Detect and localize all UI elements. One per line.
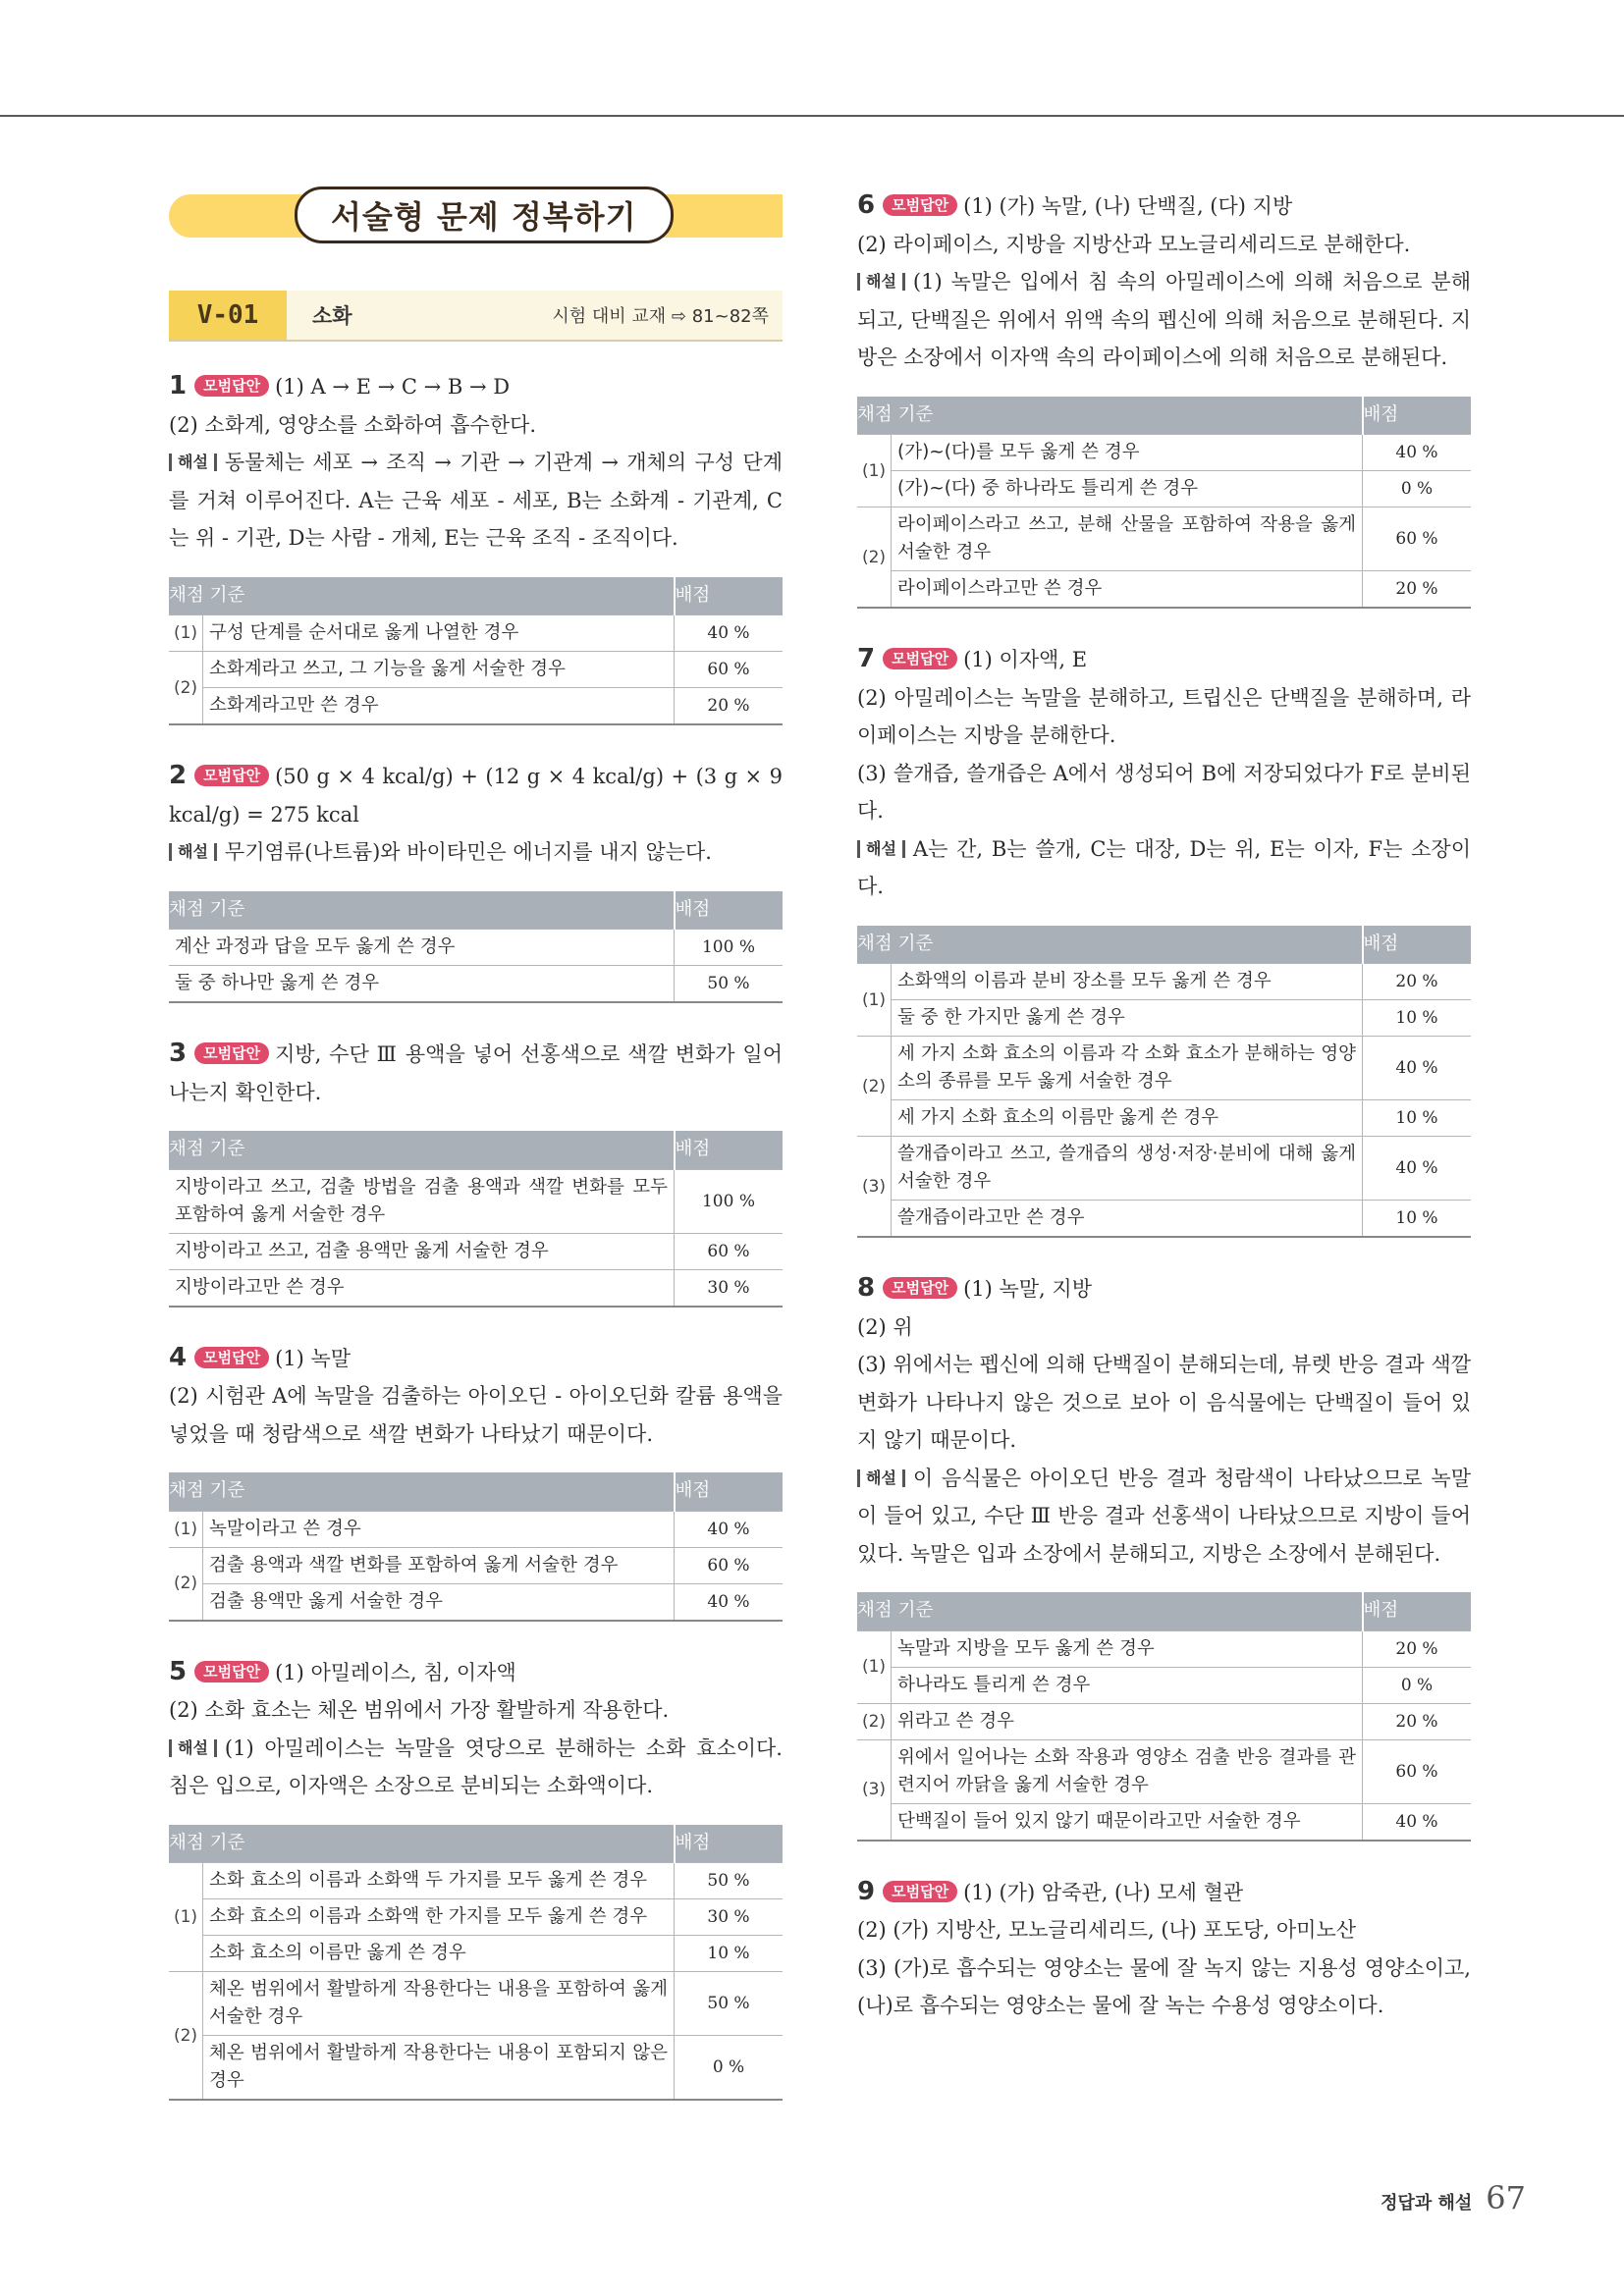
sub-question-index: (2) [857,507,892,609]
criteria-text: (가)~(다) 중 하나라도 틀리게 쓴 경우 [892,471,1363,507]
model-answer-tag: 모범답안 [883,648,957,669]
grading-row [169,688,783,725]
criteria-text: 지방이라고 쓰고, 검출 방법을 검출 용액과 색깔 변화를 모두 포함하여 옳게 서술한 경우 [169,1169,675,1233]
points-header: 배점 [675,891,784,930]
answer-line [857,1269,1471,1308]
grading-row [169,1899,783,1936]
points-value: 50 % [675,966,784,1003]
criteria-header: 채점 기준 [857,1592,1363,1630]
top-rule [0,115,1624,117]
grading-header-row [857,1592,1471,1630]
page-footer [1380,2179,1526,2216]
criteria-text: 둘 중 한 가지만 옳게 쓴 경우 [892,1000,1363,1037]
answer-line: (3) (가)로 흡수되는 영양소는 물에 잘 녹지 않는 지용성 영양소이고, (나)로 흡수되는 영양소는 물에 잘 녹는 수용성 영양소이다. [857,1955,1471,2017]
points-value: 30 % [675,1899,784,1936]
grading-row [857,1630,1471,1667]
points-value: 10 % [1363,1201,1472,1238]
criteria-text: 체온 범위에서 활발하게 작용한다는 내용을 포함하여 옳게 서술한 경우 [203,1972,675,2036]
sub-question-index: (3) [857,1137,892,1238]
grading-row [169,1511,783,1547]
explanation-text: A는 간, B는 쓸개, C는 대장, D는 위, E는 이자, F는 소장이다. [857,836,1471,898]
explanation-line [169,1730,783,1805]
answer-text: (1) (가) 암죽관, (나) 모세 혈관 [963,1880,1244,1904]
points-header: 배점 [675,577,784,615]
banner-title: 서술형 문제 정복하기 [295,187,674,243]
points-value: 20 % [1363,571,1472,609]
criteria-text: 녹말과 지방을 모두 옳게 쓴 경우 [892,1630,1363,1667]
answer-line [169,1339,783,1378]
question-block [169,757,783,1003]
answer-text: (1) A → E → C → B → D [275,375,511,399]
question-number: 6 [857,190,876,220]
grading-header-row [169,1825,783,1863]
question-number: 4 [169,1342,188,1372]
answer-line: (2) 라이페이스, 지방을 지방산과 모노글리세리드로 분해한다. [857,232,1411,256]
explanation-tag: 해설 [169,843,217,861]
answer-text: (50 g × 4 kcal/g) + (12 g × 4 kcal/g) + (3 g × 9 kcal/g) = 275 kcal [169,765,783,827]
points-value: 40 % [1363,1803,1472,1841]
points-value: 60 % [675,652,784,688]
criteria-text: 소화액의 이름과 분비 장소를 모두 옳게 쓴 경우 [892,964,1363,1000]
question-block [169,367,783,725]
grading-table [169,1472,783,1622]
criteria-text: 계산 과정과 답을 모두 옳게 쓴 경우 [169,930,675,966]
grading-row [857,1803,1471,1841]
explanation-tag: 해설 [857,273,905,291]
answer-line [857,187,1471,226]
points-value: 10 % [675,1936,784,1972]
criteria-text: 라이페이스라고만 쓴 경우 [892,571,1363,609]
points-value: 60 % [1363,1739,1472,1803]
criteria-text: 체온 범위에서 활발하게 작용한다는 내용이 포함되지 않은 경우 [203,2036,675,2101]
grading-header-row [169,891,783,930]
explanation-tag: 해설 [169,1739,217,1757]
model-answer-tag: 모범답안 [883,1277,957,1299]
criteria-text: (가)~(다)를 모두 옳게 쓴 경우 [892,435,1363,471]
points-value: 0 % [675,2036,784,2101]
points-value: 50 % [675,1972,784,2036]
grading-table [857,397,1471,610]
model-answer-tag: 모범답안 [194,1347,269,1368]
criteria-text: 지방이라고만 쓴 경우 [169,1269,675,1307]
right-column [857,187,1471,2056]
question-number: 9 [857,1876,876,1906]
answer-line [857,1873,1471,1912]
answer-line [169,1035,783,1111]
answer-line: (3) 쓸개즙, 쓸개즙은 A에서 생성되어 B에 저장되었다가 F로 분비된다. [857,761,1471,823]
criteria-text: 소화계라고 쓰고, 그 기능을 옳게 서술한 경우 [203,652,675,688]
sub-question-index: (2) [857,1037,892,1137]
points-value: 40 % [1363,435,1472,471]
left-column [169,187,783,2132]
sub-question-index: (1) [169,1863,203,1972]
criteria-text: 소화계라고만 쓴 경우 [203,688,675,725]
answer-text: 지방, 수단 Ⅲ 용액을 넣어 선홍색으로 색깔 변화가 일어나는지 확인한다. [169,1042,783,1104]
grading-row [169,1233,783,1269]
criteria-header: 채점 기준 [857,926,1363,964]
grading-row [169,1269,783,1307]
points-header: 배점 [1363,1592,1472,1630]
explanation-line [169,833,783,872]
explanation-text: (1) 아밀레이스는 녹말을 엿당으로 분해하는 소화 효소이다. 침은 입으로, 이자액은 소장으로 분비되는 소화액이다. [169,1735,783,1797]
grading-table [169,1825,783,2102]
criteria-header: 채점 기준 [857,397,1363,435]
model-answer-tag: 모범답안 [883,194,957,216]
points-value: 100 % [675,930,784,966]
explanation-text: 동물체는 세포 → 조직 → 기관 → 기관계 → 개체의 구성 단계를 거쳐 이루어진다. A는 근육 세포 - 세포, B는 소화계 - 기관계, C는 위 - 기관, D는 사람 - 개체, E는 근육 조직 - 조직이다. [169,451,783,550]
answer-text: (1) 이자액, E [963,648,1088,671]
criteria-text: 라이페이스라고 쓰고, 분해 산물을 포함하여 작용을 옳게 서술한 경우 [892,507,1363,571]
points-value: 10 % [1363,1100,1472,1137]
answer-line: (2) 위 [857,1314,913,1339]
unit-reference: 시험 대비 교재 ⇨ 81~82쪽 [552,306,769,327]
criteria-text: 단백질이 들어 있지 않기 때문이라고만 서술한 경우 [892,1803,1363,1841]
grading-row [857,1037,1471,1100]
answer-line: (3) 위에서는 펩신에 의해 단백질이 분해되는데, 뷰렛 반응 결과 색깔 변화가 나타나지 않은 것으로 보아 이 음식물에는 단백질이 들어 있지 않기 때문이다. [857,1353,1471,1452]
explanation-tag: 해설 [857,840,905,858]
criteria-text: 지방이라고 쓰고, 검출 용액만 옳게 서술한 경우 [169,1233,675,1269]
section-banner [169,187,783,245]
criteria-text: 위에서 일어나는 소화 작용과 영양소 검출 반응 결과를 관련지어 까닭을 옳게 서술한 경우 [892,1739,1363,1803]
model-answer-tag: 모범답안 [883,1881,957,1902]
grading-row [169,615,783,652]
model-answer-tag: 모범답안 [194,765,269,786]
question-block [169,1339,783,1622]
grading-row [857,1137,1471,1201]
grading-row [169,930,783,966]
grading-row [857,1703,1471,1739]
grading-table [169,891,783,1004]
question-block [169,1035,783,1308]
model-answer-tag: 모범답안 [194,1042,269,1064]
grading-row [857,1100,1471,1137]
points-value: 100 % [675,1169,784,1233]
explanation-line [169,444,783,558]
points-value: 40 % [1363,1137,1472,1201]
question-number: 7 [857,644,876,673]
answer-line [169,757,783,833]
explanation-text: 이 음식물은 아이오딘 반응 결과 청람색이 나타났으므로 녹말이 들어 있고, 수단 Ⅲ 반응 결과 선홍색이 나타났으므로 지방이 들어 있다. 녹말은 입과 소장에서 분해되고, 지방은 소장에서 분해된다. [857,1466,1471,1566]
unit-header [169,291,783,342]
question-number: 3 [169,1039,188,1068]
grading-row [169,2036,783,2101]
points-value: 40 % [675,1583,784,1621]
answer-line: (2) (가) 지방산, 모노글리세리드, (나) 포도당, 아미노산 [857,1918,1357,1942]
explanation-line [857,263,1471,377]
grading-header-row [857,926,1471,964]
points-value: 40 % [675,615,784,652]
grading-table [857,926,1471,1239]
unit-name: 소화 [312,304,352,328]
sub-question-index: (1) [169,1511,203,1547]
model-answer-tag: 모범답안 [194,1661,269,1682]
criteria-header: 채점 기준 [169,1131,675,1169]
explanation-text: (1) 녹말은 입에서 침 속의 아밀레이스에 의해 처음으로 분해되고, 단백질은 위에서 위액 속의 펩신에 의해 처음으로 분해된다. 지방은 소장에서 이자액 속의 라이페이스에 의해 처음으로 분해된다. [857,270,1471,369]
points-value: 10 % [1363,1000,1472,1037]
points-value: 20 % [1363,964,1472,1000]
points-value: 60 % [675,1233,784,1269]
sub-question-index: (1) [169,615,203,652]
criteria-text: 세 가지 소화 효소의 이름과 각 소화 효소가 분해하는 영양소의 종류를 모두 옳게 서술한 경우 [892,1037,1363,1100]
sub-question-index: (2) [169,1972,203,2101]
points-header: 배점 [675,1472,784,1511]
criteria-text: 검출 용액과 색깔 변화를 포함하여 옳게 서술한 경우 [203,1547,675,1583]
points-value: 20 % [1363,1630,1472,1667]
grading-row [857,1739,1471,1803]
question-number: 5 [169,1656,188,1686]
question-number: 2 [169,761,188,790]
sub-question-index: (2) [169,1547,203,1621]
criteria-text: 검출 용액만 옳게 서술한 경우 [203,1583,675,1621]
explanation-tag: 해설 [169,454,217,471]
answer-text: (1) 녹말, 지방 [963,1277,1092,1301]
grading-row [169,1169,783,1233]
grading-row [857,1201,1471,1238]
model-answer-tag: 모범답안 [194,375,269,397]
left-questions [169,367,783,2101]
points-value: 60 % [675,1547,784,1583]
explanation-line [857,1460,1471,1574]
grading-row [169,1972,783,2036]
criteria-text: 소화 효소의 이름과 소화액 두 가지를 모두 옳게 쓴 경우 [203,1863,675,1899]
sub-question-index: (2) [169,652,203,725]
criteria-header: 채점 기준 [169,1825,675,1863]
question-block [857,187,1471,609]
question-block [857,640,1471,1238]
points-value: 20 % [1363,1703,1472,1739]
grading-row [857,1000,1471,1037]
answer-line: (2) 시험관 A에 녹말을 검출하는 아이오딘 - 아이오딘화 칼륨 용액을 넣었을 때 청람색으로 색깔 변화가 나타났기 때문이다. [169,1384,783,1446]
points-value: 60 % [1363,507,1472,571]
grading-table [857,1592,1471,1842]
points-value: 0 % [1363,471,1472,507]
grading-header-row [169,577,783,615]
answer-line: (2) 소화계, 영양소를 소화하여 흡수한다. [169,412,537,437]
answer-line [169,1653,783,1692]
sub-question-index: (1) [857,435,892,507]
question-block [169,1653,783,2102]
criteria-text: 위라고 쓴 경우 [892,1703,1363,1739]
question-block [857,1873,1471,2025]
explanation-tag: 해설 [857,1469,905,1487]
grading-table [169,1131,783,1308]
grading-row [169,1583,783,1621]
criteria-text: 세 가지 소화 효소의 이름만 옳게 쓴 경우 [892,1100,1363,1137]
points-header: 배점 [675,1131,784,1169]
answer-text: (1) 아밀레이스, 침, 이자액 [275,1660,516,1684]
criteria-text: 하나라도 틀리게 쓴 경우 [892,1667,1363,1703]
criteria-text: 소화 효소의 이름과 소화액 한 가지를 모두 옳게 쓴 경우 [203,1899,675,1936]
grading-row [857,507,1471,571]
grading-header-row [169,1131,783,1169]
criteria-text: 쓸개즙이라고만 쓴 경우 [892,1201,1363,1238]
grading-row [857,571,1471,609]
answer-line [857,640,1471,679]
criteria-header: 채점 기준 [169,577,675,615]
footer-label: 정답과 해설 [1380,2193,1473,2214]
points-value: 40 % [675,1511,784,1547]
points-value: 50 % [675,1863,784,1899]
sub-question-index: (1) [857,964,892,1037]
answer-text: (1) (가) 녹말, (나) 단백질, (다) 지방 [963,194,1293,218]
points-value: 0 % [1363,1667,1472,1703]
grading-header-row [857,397,1471,435]
points-header: 배점 [1363,926,1472,964]
answer-line: (2) 아밀레이스는 녹말을 분해하고, 트립신은 단백질을 분해하며, 라이페이스는 지방을 분해한다. [857,685,1471,747]
answer-text: (1) 녹말 [275,1346,352,1370]
points-header: 배점 [675,1825,784,1863]
grading-row [857,471,1471,507]
question-number: 1 [169,371,188,400]
points-value: 20 % [675,688,784,725]
grading-row [169,1863,783,1899]
explanation-line [857,830,1471,906]
sub-question-index: (2) [857,1703,892,1739]
grading-row [857,435,1471,471]
grading-row [857,964,1471,1000]
points-header: 배점 [1363,397,1472,435]
answer-line: (2) 소화 효소는 체온 범위에서 가장 활발하게 작용한다. [169,1698,670,1722]
question-number: 8 [857,1273,876,1303]
grading-row [169,1547,783,1583]
criteria-header: 채점 기준 [169,1472,675,1511]
grading-row [169,652,783,688]
grading-header-row [169,1472,783,1511]
question-block [857,1269,1471,1842]
sub-question-index: (1) [857,1630,892,1703]
points-value: 30 % [675,1269,784,1307]
criteria-text: 둘 중 하나만 옳게 쓴 경우 [169,966,675,1003]
criteria-text: 녹말이라고 쓴 경우 [203,1511,675,1547]
grading-row [169,1936,783,1972]
criteria-text: 구성 단계를 순서대로 옳게 나열한 경우 [203,615,675,652]
page-number: 67 [1486,2179,1526,2216]
answer-line [169,367,783,406]
grading-row [857,1667,1471,1703]
right-questions [857,187,1471,2025]
points-value: 40 % [1363,1037,1472,1100]
unit-code: V-01 [169,291,287,340]
explanation-text: 무기염류(나트륨)와 바이타민은 에너지를 내지 않는다. [224,840,712,864]
criteria-text: 소화 효소의 이름만 옳게 쓴 경우 [203,1936,675,1972]
grading-table [169,577,783,726]
sub-question-index: (3) [857,1739,892,1841]
criteria-header: 채점 기준 [169,891,675,930]
criteria-text: 쓸개즙이라고 쓰고, 쓸개즙의 생성·저장·분비에 대해 옳게 서술한 경우 [892,1137,1363,1201]
grading-row [169,966,783,1003]
